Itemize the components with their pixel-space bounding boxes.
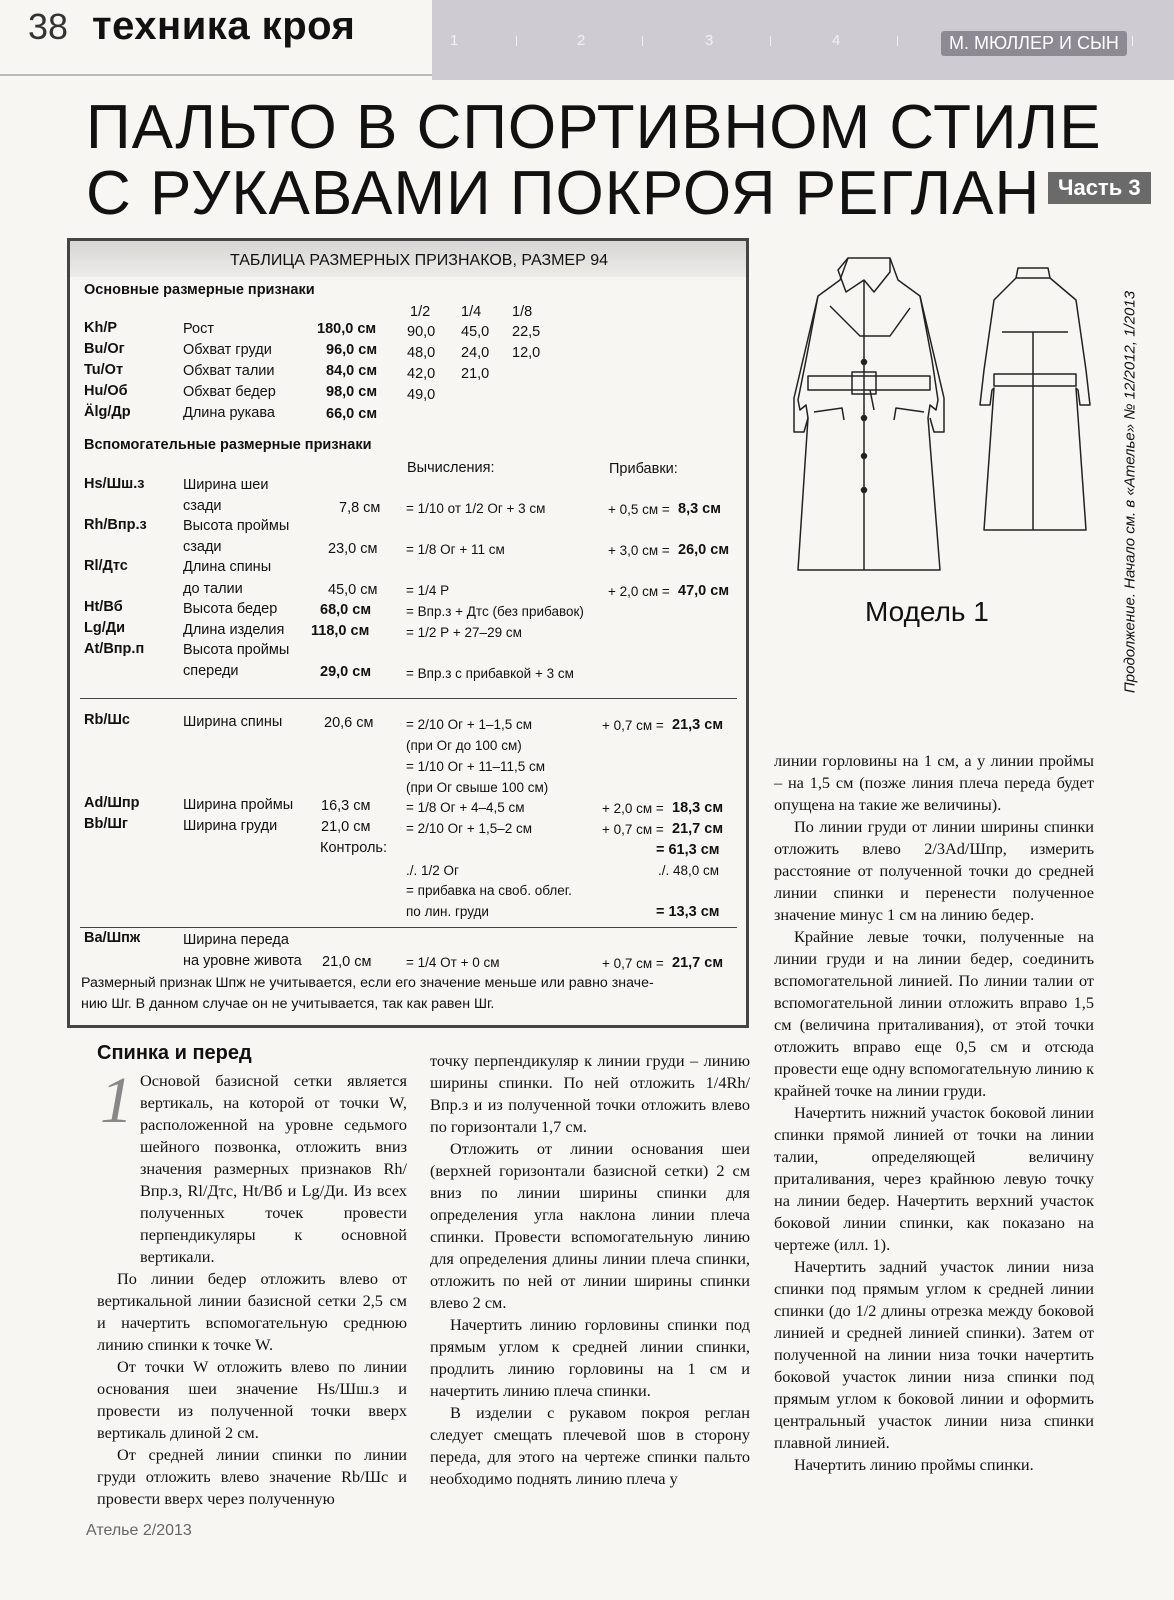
bb-code: Bb/Шг <box>84 816 128 832</box>
paragraph: Крайние левые точки, полученные на линии груди и на линии бедер, соединить вспомогательной линией. По линии талии от вспомогательной линии отложить вправо 1,5 см (величина приталивания), от этой точки отложить вправо еще 0,5 см и отсюда провести еще одну вспомогательную линию к крайней точке на линии груди. <box>774 927 1094 1100</box>
paragraph: линии горловины на 1 см, а у линии проймы – на 1,5 см (позже линия плеча переда будет опущена на такие же величины). <box>774 751 1094 814</box>
aux-code: Rl/Дтс <box>84 558 128 574</box>
paragraph: Начертить линию проймы спинки. <box>794 1455 1034 1474</box>
control-label: Контроль: <box>320 840 388 856</box>
aux-value: 68,0 см <box>320 602 372 618</box>
front-coat-body <box>798 258 940 570</box>
ruler-number: 1 <box>450 32 459 49</box>
aux-heading: Вспомогательные размерные признаки <box>84 437 372 453</box>
row-quarter: 24,0 <box>461 345 490 361</box>
drop-cap: 1 <box>100 1064 133 1137</box>
paragraph: Основой базисной сетки является вертикаль, на которой от точки W, расположенной на уровне седьмого шейного позвонка, отложить вниз значения размерных признаков Rh/Впр.з, Rl/Дтс, Ht/Вб и Lg/Ди. Из всех полученных точек провести перпендикуляры к основной вертикали. <box>140 1071 407 1266</box>
row-quarter: 45,0 <box>461 324 490 340</box>
bb-calc: = 2/10 Ог + 1,5–2 см <box>406 821 533 836</box>
aux-calc: = 1/4 Р <box>406 583 450 598</box>
ad-value: 16,3 см <box>321 798 371 814</box>
row-eighth: 22,5 <box>512 324 541 340</box>
aux-value: 29,0 см <box>320 664 372 680</box>
ad-calc: = 1/8 Ог + 4–4,5 см <box>406 800 525 815</box>
row-code: Älg/Др <box>84 404 131 420</box>
rb-calc-note: (при Ог до 100 см) <box>406 738 522 753</box>
rb-name: Ширина спины <box>183 714 283 730</box>
bb-result: 21,7 см <box>672 821 724 837</box>
footer-issue: Ателье 2/2013 <box>86 1522 192 1539</box>
aux-value: 7,8 см <box>339 500 381 516</box>
back-coat-belt <box>994 374 1076 386</box>
aux-name: сзади <box>183 539 222 555</box>
row-half: 48,0 <box>407 345 436 361</box>
paragraph: От средней линии спинки по линии груди отложить влево значение Rb/Шс и провести вверх через полученную <box>97 1445 407 1508</box>
ba-result: 21,7 см <box>672 955 724 971</box>
aux-name: Ширина шеи <box>183 477 269 493</box>
size-table-title: ТАБЛИЦА РАЗМЕРНЫХ ПРИЗНАКОВ, РАЗМЕР 94 <box>230 252 609 269</box>
figure-caption: Модель 1 <box>865 596 989 627</box>
row-code: Hu/Об <box>84 383 128 399</box>
article-heading: Спинка и перед <box>97 1042 252 1064</box>
aux-calc: = 1/2 Р + 27–29 см <box>406 625 522 640</box>
part-badge: Часть 3 <box>1048 172 1151 204</box>
main-heading: Основные размерные признаки <box>84 282 315 298</box>
aux-calc: = 1/8 Ог + 11 см <box>406 542 505 557</box>
table-note: Размерный признак Шпж не учитывается, если его значение меньше или равно значе- <box>81 975 654 991</box>
paragraph: Начертить задний участок линии низа спинки под прямым углом к средней линии спинки (до 1/2 длины отрезка между боковой линией и средней линией спинки). Затем от полученной на линии низа точки начертить боковой участок линии низа спинки под прямым углом к боковой линии и оформить центральный участок линии низа спинки плавной линией. <box>774 1257 1094 1452</box>
row-quarter: 21,0 <box>461 366 490 382</box>
table-note: нию Шг. В данном случае он не учитывается, так как равен Шг. <box>81 996 495 1012</box>
row-value: 180,0 см <box>317 321 377 337</box>
page-number: 38 <box>28 6 69 47</box>
ad-result: 18,3 см <box>672 800 724 816</box>
ruler-number: 3 <box>705 32 714 49</box>
row-code: Kh/P <box>84 320 118 336</box>
aux-name: Длина изделия <box>183 622 285 638</box>
row-value: 98,0 см <box>326 384 378 400</box>
article-column-3 <box>774 750 1094 1476</box>
paragraph: В изделии с рукавом покроя реглан следует смещать плечевой шов в сторону переда, для этого на чертеже спинки пальто необходимо поднять линию плеча у <box>430 1403 750 1488</box>
front-coat-pocket <box>814 408 844 420</box>
rb-add: + 0,7 см = <box>602 718 664 733</box>
ba-code: Ba/Шпж <box>84 930 141 946</box>
row-name: Рост <box>183 321 214 337</box>
rb-calc: = 2/10 Ог + 1–1,5 см <box>406 717 533 732</box>
ad-name: Ширина проймы <box>183 797 294 813</box>
aux-calc: = Впр.з + Дтс (без прибавок) <box>406 604 584 619</box>
paragraph: Начертить нижний участок боковой линии спинки прямой линией от точки на линии талии, определяющей величину приталивания, через крайнюю левую точку на линии бедер. Начертить верхний участок боковой линии спинки, как показано на чертеже (илл. 1). <box>774 1103 1094 1254</box>
control-result: = 13,3 см <box>656 904 720 920</box>
header-rule <box>0 74 432 76</box>
row-name: Обхват груди <box>183 342 272 358</box>
rb-calc-note: (при Ог свыше 100 см) <box>406 780 549 795</box>
aux-result: 47,0 см <box>678 583 730 599</box>
row-half: 90,0 <box>407 324 436 340</box>
ba-name: на уровне живота <box>183 953 302 969</box>
bb-name: Ширина груди <box>183 818 278 834</box>
aux-calc: = 1/10 от 1/2 Ог + 3 см <box>406 501 546 516</box>
continuation-note <box>1120 245 1140 739</box>
aux-code: At/Впр.п <box>84 641 145 657</box>
table-separator <box>80 698 737 699</box>
aux-name: Высота проймы <box>183 518 290 534</box>
front-coat-belt <box>808 376 930 390</box>
row-name: Обхват бедер <box>183 384 276 400</box>
paragraph: От точки W отложить влево по линии основания шеи значение Hs/Шш.з и провести из полученной точки вверх вертикаль длиной 2 см. <box>97 1357 407 1442</box>
continuation-note-text: Продолжение. Начало см. в «Ателье» № 12/2012, 1/2013 <box>1121 290 1139 694</box>
aux-name: Высота бедер <box>183 601 278 617</box>
control-sum: = 61,3 см <box>656 842 720 858</box>
row-value: 84,0 см <box>326 363 378 379</box>
bb-add: + 0,7 см = <box>602 822 664 837</box>
row-value: 96,0 см <box>326 342 378 358</box>
front-coat-yoke <box>830 306 910 336</box>
ad-add: + 2,0 см = <box>602 801 664 816</box>
article-title-line-2: С РУКАВАМИ ПОКРОЯ РЕГЛАН <box>86 159 1041 228</box>
paragraph: По линии бедер отложить влево от вертикальной линии базисной сетки 2,5 см и начертить вспомогательную среднюю линию спинки к точке W. <box>97 1269 407 1354</box>
aux-code: Ht/Вб <box>84 599 123 615</box>
ba-calc: = 1/4 От + 0 см <box>406 955 500 970</box>
rb-result: 21,3 см <box>672 717 724 733</box>
aux-add: + 3,0 см = <box>608 543 670 558</box>
aux-name: спереди <box>183 663 239 679</box>
ruler-number: 4 <box>832 32 841 49</box>
aux-name: сзади <box>183 498 222 514</box>
brand-badge: М. МЮЛЛЕР И СЫН <box>941 31 1127 56</box>
aux-value: 118,0 см <box>311 623 370 639</box>
back-coat-body <box>980 278 1090 530</box>
front-coat-pocket <box>894 408 924 420</box>
aux-name: до талии <box>183 581 243 597</box>
ba-add: + 0,7 см = <box>602 956 664 971</box>
article-title-line-1: ПАЛЬТО В СПОРТИВНОМ СТИЛЕ <box>86 93 1102 162</box>
rb-value: 20,6 см <box>324 715 374 731</box>
rb-calc: = 1/10 Ог + 11–11,5 см <box>406 759 546 774</box>
control-text: = прибавка на своб. облег. <box>406 883 572 898</box>
aux-calc: = Впр.з с прибавкой + 3 см <box>406 666 574 681</box>
aux-code: Hs/Шш.з <box>84 476 145 492</box>
control-minus-value: ./. 48,0 см <box>658 863 720 878</box>
row-name: Обхват талии <box>183 363 275 379</box>
row-value: 66,0 см <box>326 406 378 422</box>
paragraph: Отложить от линии основания шеи (верхней горизонтали базисной сетки) 2 см вниз по линии ширины спинки для определения угла наклона линии плеча спинки. Провести вспомогательную линию для определения длины линии плеча спинки, отложить по ней от линии ширины спинки влево 2 см. <box>430 1139 750 1312</box>
paragraph: По линии груди от линии ширины спинки отложить влево 2/3Ad/Шпр, измерить расстояние от полученной точки до средней линии спинки и перенести полученное значение минус 1 см на линию бедер. <box>774 817 1094 924</box>
aux-name: Длина спины <box>183 559 272 575</box>
table-separator <box>80 927 737 928</box>
coat-model-illustration <box>780 240 1100 590</box>
aux-result: 8,3 см <box>678 501 721 517</box>
row-eighth: 12,0 <box>512 345 541 361</box>
col-header: 1/2 <box>410 304 431 320</box>
row-code: Bu/Ог <box>84 341 125 357</box>
ruler-number: 2 <box>577 32 586 49</box>
article-column-2 <box>430 1050 750 1490</box>
section-title: техника кроя <box>92 4 356 48</box>
row-code: Tu/От <box>84 362 124 378</box>
paragraph: точку перпендикуляр к линии груди – линию ширины спинки. По ней отложить 1/4Rh/Впр.з и из полученной точки отложить влево по горизонтали 1,7 см. <box>430 1051 750 1136</box>
rb-code: Rb/Шс <box>84 712 130 728</box>
ba-value: 21,0 см <box>322 954 372 970</box>
aux-result: 26,0 см <box>678 542 730 558</box>
row-half: 49,0 <box>407 387 436 403</box>
paragraph: Начертить линию горловины спинки под прямым углом к средней линии спинки, продлить линию горловины на 1 см и начертить линию плеча спинки. <box>430 1315 750 1400</box>
aux-value: 45,0 см <box>328 582 378 598</box>
control-text: по лин. груди <box>406 904 489 919</box>
row-name: Длина рукава <box>183 405 275 421</box>
aux-add: + 2,0 см = <box>608 584 670 599</box>
aux-code: Rh/Впр.з <box>84 517 147 533</box>
col-header: 1/4 <box>461 304 482 320</box>
aux-name: Высота проймы <box>183 642 290 658</box>
aux-add: + 0,5 см = <box>608 502 670 517</box>
bb-value: 21,0 см <box>321 819 371 835</box>
aux-value: 23,0 см <box>328 541 378 557</box>
back-coat-collar <box>1016 268 1050 278</box>
add-header: Прибавки: <box>609 461 678 477</box>
ad-code: Ad/Шпр <box>84 795 140 811</box>
article-column-1 <box>97 1064 407 1510</box>
aux-code: Lg/Ди <box>84 620 125 636</box>
control-minus: ./. 1/2 Ог <box>406 863 459 878</box>
col-header: 1/8 <box>512 304 533 320</box>
calc-header: Вычисления: <box>407 460 495 476</box>
ba-name: Ширина переда <box>183 932 289 948</box>
row-half: 42,0 <box>407 366 436 382</box>
